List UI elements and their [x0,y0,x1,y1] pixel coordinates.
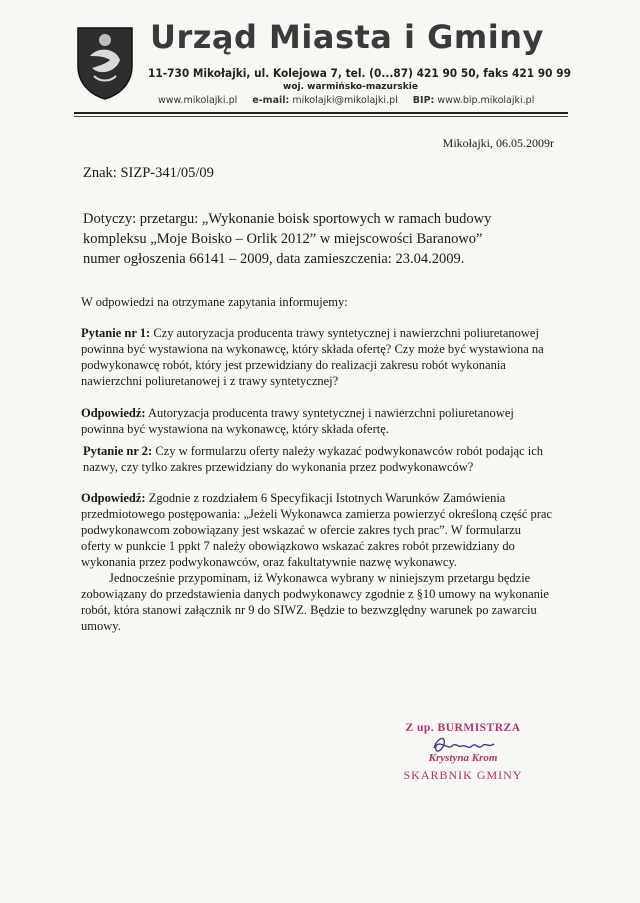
answer-text: podwykonawcom zobowiązany jest wskazać w ofercie zakres tych prac”. W formularzu [81,523,521,537]
stamp-name: Krystyna Krom [428,752,498,764]
intro-text: W odpowiedzi na otrzymane zapytania informujemy: [81,295,348,309]
question-label: Pytanie nr 2: [83,444,153,458]
reference-number: Znak: SIZP-341/05/09 [83,165,214,181]
question-2 [83,443,583,475]
website-link: www.mikolajki.pl [158,95,238,106]
signature-stamp [398,722,528,783]
reminder-text: umowy. [81,619,121,633]
bip-label: BIP: [412,95,435,106]
voivodeship: woj. warmińsko-mazurskie [283,82,418,92]
office-address: 11-730 Mikołajki, ul. Kolejowa 7, tel. (0...87) 421 90 50, faks 421 90 99 [148,66,571,80]
coat-of-arms-icon [76,26,134,100]
reminder-text: Jednocześnie przypominam, iż Wykonawca wybrany w niniejszym przetargu będzie [109,571,531,585]
header-rule-thin [74,116,568,117]
email-label: e-mail: [252,95,290,106]
answer-label: Odpowiedź: [81,406,146,420]
answer-text: powinna być wystawiona na wykonawcę, który składa ofertę. [81,422,389,436]
question-text: Czy w formularzu oferty należy wykazać podwykonawców robót podając ich [152,444,544,458]
question-text: nazwy, czy tylko zakres przewidziany do wykonania przez podwykonawców? [83,460,474,474]
answer-text: przedmiotowego postępowania: „Jeżeli Wykonawca zamierza powierzyć określoną część prac [81,507,553,521]
question-text: nawierzchni poliuretanowej i z trawy syntetycznej? [81,374,339,388]
answer-2 [81,490,581,634]
stamp-role: SKARBNIK GMINY [403,768,523,782]
subject-line: Dotyczy: przetargu: „Wykonanie boisk sportowych w ramach budowy [83,211,492,227]
question-1 [81,325,581,389]
answer-label: Odpowiedź: [81,491,146,505]
contact-line [158,95,578,106]
place-date: Mikołajki, 06.05.2009r [442,136,554,150]
header-rule [74,112,568,114]
office-name: Urząd Miasta i Gminy [150,18,544,56]
answer-text: Autoryzacja producenta trawy syntetycznej i nawierzchni poliuretanowej [145,406,514,420]
question-label: Pytanie nr 1: [81,326,151,340]
answer-text: wykonania przez podwykonawców, oraz fakultatywnie nazwę wykonawcy. [81,555,458,569]
stamp-upper: Z up. BURMISTRZA [405,722,521,734]
subject-line: numer ogłoszenia 66141 – 2009, data zamieszczenia: 23.04.2009. [83,251,465,267]
question-text: powinna być wystawiona na wykonawcę, który składa ofertę? Czy może być wystawiona na [81,342,544,356]
reminder-text: zobowiązany do przedstawienia danych podwykonawcy zgodnie z §10 umowy na wykonanie [81,587,549,601]
question-text: podwykonawcę robót, który jest przewidziany do realizacji zakresu robót wykonania [81,358,506,372]
answer-text: Zgodnie z rozdziałem 6 Specyfikacji Istotnych Warunków Zamówienia [145,491,506,505]
email-link: mikolajki@mikolajki.pl [292,95,398,106]
subject-line: kompleksu „Moje Boisko – Orlik 2012” w miejscowości Baranowo” [83,231,483,247]
answer-1 [81,405,581,437]
subject [83,209,563,269]
answer-text: oferty w punkcie 1 ppkt 7 należy obowiązkowo wskazać zakres robót przewidziany do [81,539,515,553]
reminder-text: robót, która stanowi załącznik nr 9 do SIWZ. Będzie to bezwzględny warunek po zawarciu [81,603,537,617]
bip-link: www.bip.mikolajki.pl [437,95,535,106]
question-text: Czy autoryzacja producenta trawy syntetycznej i nawierzchni poliuretanowej [150,326,539,340]
